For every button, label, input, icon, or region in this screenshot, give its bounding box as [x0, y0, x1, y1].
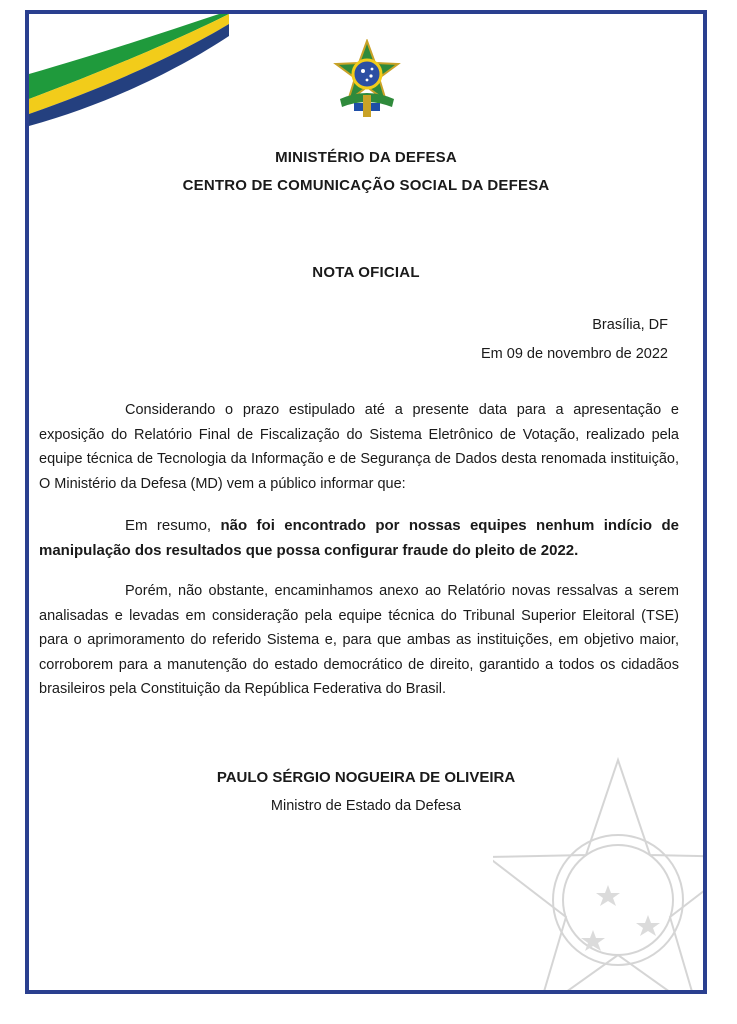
date-text: Em 09 de novembro de 2022 — [480, 346, 668, 362]
paragraph-2-bold: não foi encontrado por nossas equipes nenhum indício de manipulação dos resultados que possa configurar fraude do pleito de 2022. — [39, 517, 679, 559]
paragraph-1 — [39, 398, 679, 496]
flag-swoosh-decoration — [29, 14, 229, 129]
paragraph-2 — [39, 514, 679, 563]
paragraph-3 — [39, 579, 679, 702]
note-title: NOTA OFICIAL — [312, 264, 420, 281]
paragraph-2-prefix: Em resumo, — [125, 517, 212, 534]
paragraph-3-text: Porém, não obstante, encaminhamos anexo ao Relatório novas ressalvas a serem analisadas e levadas em consideração pela equipe técnica do Tribunal Superior Eleitoral (TSE) para o aprimoramento do referido Sistema e, para que ambas as instituições, em objetivo maior, corroborem para a manutenção do estado democrático de direito, garantido a todos os cidadãos brasileiros pela Constituição da República Federativa do Brasil. — [39, 583, 679, 697]
ministry-heading: MINISTÉRIO DA DEFESA — [275, 149, 457, 166]
document-frame — [25, 10, 707, 994]
location-text: Brasília, DF — [592, 317, 668, 333]
center-heading: CENTRO DE COMUNICAÇÃO SOCIAL DA DEFESA — [182, 177, 550, 194]
brazil-coat-of-arms-icon — [332, 39, 402, 119]
paragraph-1-text: Considerando o prazo estipulado até a presente data para a apresentação e exposição do Relatório Final de Fiscalização do Sistema Eletrônico de Votação, realizado pela equipe técnica de Tecnologia da Informação e de Segurança de Dados desta renomada instituição, O Ministério da Defesa (MD) vem a público informar que: — [39, 402, 679, 492]
signature-name: PAULO SÉRGIO NOGUEIRA DE OLIVEIRA — [216, 769, 516, 786]
signature-role: Ministro de Estado da Defesa — [270, 798, 462, 814]
brazil-coat-of-arms-watermark-icon — [493, 750, 707, 994]
paragraph-2-text — [39, 514, 679, 563]
